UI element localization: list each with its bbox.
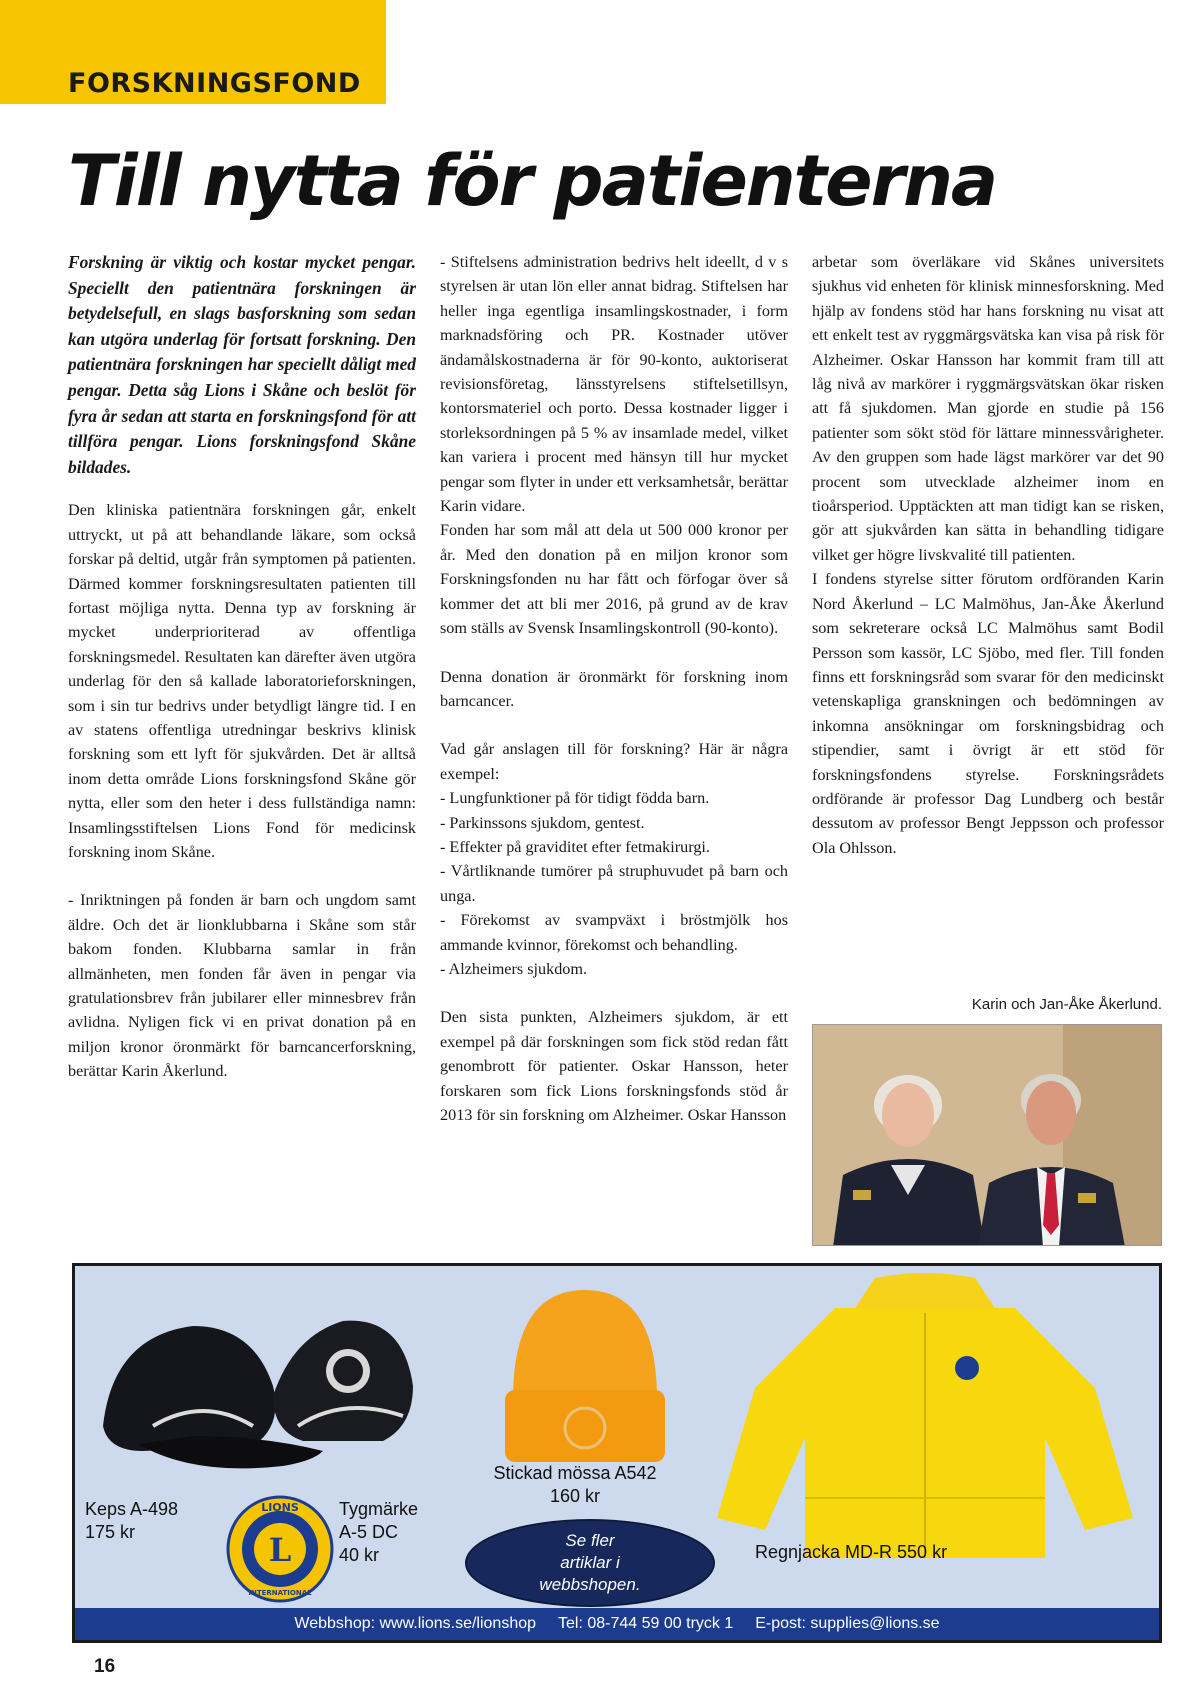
article-paragraph: Den sista punkten, Alzheimers sjukdom, är ett exempel på där forskningen som fick stöd redan fått genombrott för patienter. Oskar Hansson, heter forskaren som fick Lions forskningsfonds stöd år 2013 för sin forskning om Alzheimer. Oskar Hansson xyxy=(440,1008,788,1124)
lions-shop-ad xyxy=(72,1263,1162,1643)
article-paragraph: Den kliniska patientnära forskningen går, enkelt uttryckt, ut på att behandlande läkare, som också forskar på deltid, utgår från symptomen på patienten. Därmed kommer forskningsresultaten patienten till fortast möjliga nytta. Denna typ av forskning är mycket underprioriterad av offentliga forskningsmedel. Resultaten kan därefter även utgöra underlag för den så kallade laboratorieforskningen, som i sin tur bedrivs under betydligt längre tid. I en av statens offentliga utredningar beskrivs klinisk forskning som ett lyft för sjukvården. Det är alltså inom detta område Lions forskningsfond Skåne gör nytta, eller som den heter i dess fullständiga namn: Insamlingsstiftelsen Lions Fond för medicinsk forskning inom Skåne. xyxy=(68,501,416,862)
article-ingress: Forskning är viktig och kostar mycket pengar. Speciellt den patientnära forskningen är betydelsefull, en slags basforskning som sedan kan utgöra underlag för fortsatt forskning. Den patientnära forskningen har speciellt dåligt med pengar. Detta såg Lions i Skåne och beslöt för fyra år sedan att starta en forskningsfond för att tillföra pengar. Lions forskningsfond Skåne bildades. xyxy=(68,252,416,477)
article-paragraph: Denna donation är öronmärkt för forskning inom barncancer. xyxy=(440,667,788,710)
article-column-1 xyxy=(68,250,416,1084)
shop-phone: Tel: 08-744 59 00 tryck 1 xyxy=(558,1615,734,1632)
research-list-item: - Effekter på graviditet efter fetmakirurgi. xyxy=(440,837,710,856)
beanie-name: Stickad mössa A542 xyxy=(493,1463,657,1483)
article-paragraph: - Stiftelsens administration bedrivs helt ideellt, d v s styrelsen är utan lön eller annat bidrag. Stiftelsen har heller inga egentliga insamlingskostnader, i form marknadsföring och PR. Kostnader utöver ändamålskostnaderna är för 90-konto, auktoriserat revisionsföretag, länsstyrelsens stiftelsetillsyn, kontorsmateriel och porto. Dessa kostnader ligger i storleksordningen på 5 % av insamlade medel, vilket kan variera i procent med hänsyn till hur mycket pengar som flyter in under ett verksamhetsår, berättar Karin vidare. xyxy=(440,253,788,516)
ad-footer xyxy=(75,1608,1159,1640)
lions-logo-icon xyxy=(225,1494,335,1604)
article-paragraph: arbetar som överläkare vid Skånes universitets sjukhus vid enheten för klinisk minnesforskning. Med hjälp av fondens stöd har hans forskning nu visat att ett enkelt test av ryggmärgsvätska kan visa på risk för Alzheimer. Oskar Hansson har kommit fram till att låg nivå av markörer i ryggmärgsvätskan ökar risken att få sjukdomen. Man gjorde en studie på 156 patienter som sökt stöd för lättare minnessvårigheter. Av den gruppen som hade lägst markörer var det 90 procent som utvecklade alzheimer inom en tioårsperiod. Upptäckten att man tidigt kan se risken, gör att sjukvården kan sätta in behandling tidigare vilket ger högre livskvalité till patienten. xyxy=(812,253,1164,564)
beanie-price: 160 kr xyxy=(549,1486,601,1506)
cap-name: Keps A-498 xyxy=(85,1499,179,1519)
section-label: FORSKNINGSFOND xyxy=(68,68,361,99)
logo-bottom-text: INTERNATIONAL xyxy=(248,1589,312,1597)
photo-caption: Karin och Jan-Åke Åkerlund. xyxy=(971,996,1162,1013)
badge-price: 40 kr xyxy=(339,1545,380,1565)
badge-label xyxy=(339,1498,418,1567)
webshop-button-line: artiklar i xyxy=(560,1553,620,1572)
research-list-item: - Förekomst av svampväxt i bröstmjölk hos ammande kvinnor, förekomst och behandling. xyxy=(440,911,788,954)
article-paragraph: Fonden har som mål att dela ut 500 000 kronor per år. Med den donation på en miljon kronor som Forskningsfonden nu har fått och förfogar över så kommer det att bli mer 2016, på grund av de krav som ställs av Svensk Insamlingskontroll (90-konto). xyxy=(440,521,788,638)
webshop-link[interactable]: Webbshop: www.lions.se/lionshop xyxy=(294,1615,537,1632)
research-list-item: - Lungfunktioner på för tidigt födda barn. xyxy=(440,789,710,808)
beanie-label xyxy=(465,1462,685,1508)
cap-price: 175 kr xyxy=(85,1522,136,1542)
article-column-2 xyxy=(440,250,788,1127)
cap-label xyxy=(85,1498,178,1544)
portrait-illustration xyxy=(813,1025,1162,1246)
rain-jacket-illustration xyxy=(715,1268,1135,1568)
research-list-item: - Vårtliknande tumörer på struphuvudet på barn och unga. xyxy=(440,862,788,905)
webshop-button-line: Se fler xyxy=(565,1531,615,1550)
section-tab xyxy=(0,0,386,104)
badge-code: A-5 DC xyxy=(339,1522,399,1542)
research-list-item: - Parkinssons sjukdom, gentest. xyxy=(440,813,645,832)
jacket-label: Regnjacka MD-R 550 kr xyxy=(755,1542,948,1562)
article-column-3 xyxy=(812,250,1164,860)
article-paragraph: I fondens styrelse sitter förutom ordföranden Karin Nord Åkerlund – LC Malmöhus, Jan-Åke Åkerlund som sekreterare också LC Malmöhus samt Bodil Persson som kassör, LC Sjöbo, med fler. Till fonden finns ett forskningsråd som svarar för den medicinskt vetenskapliga granskningen och bedömningen av inkomna ansökningar om forskningsbidrag och stipendier, samt i övrigt är ett stöd för forskningsfondens styrelse. Forskningsrådets ordförande är professor Dag Lundberg och består dessutom av professor Bengt Jeppsson och professor Ola Ohlsson. xyxy=(812,570,1164,857)
shop-email[interactable]: E-post: supplies@lions.se xyxy=(755,1615,940,1632)
logo-letter: L xyxy=(268,1531,292,1569)
article-headline: Till nytta för patienterna xyxy=(68,140,997,222)
portrait-photo xyxy=(812,1024,1162,1246)
badge-name: Tygmärke xyxy=(339,1499,419,1519)
webshop-button-line: webbshopen. xyxy=(539,1575,641,1594)
webshop-button[interactable] xyxy=(465,1519,715,1607)
page-number: 16 xyxy=(94,1656,116,1677)
article-paragraph: Vad går anslagen till för forskning? Här är några exempel: xyxy=(440,740,788,783)
article-paragraph: - Inriktningen på fonden är barn och ungdom samt äldre. Och det är lionklubbarna i Skåne som står bakom fonden. Klubbarna samlar in från allmänheten, men fonden får även in pengar via gratulationsbrev från jubilarer eller minnesbrev från avlidna. Nyligen fick vi en privat donation på en miljon kronor öronmärkt för barncancerforskning, berättar Karin Åkerlund. xyxy=(68,891,416,1081)
research-list-item: - Alzheimers sjukdom. xyxy=(440,959,588,978)
beanie-illustration xyxy=(495,1280,675,1470)
cap-illustration xyxy=(83,1276,423,1486)
logo-top-text: LIONS xyxy=(261,1501,299,1514)
